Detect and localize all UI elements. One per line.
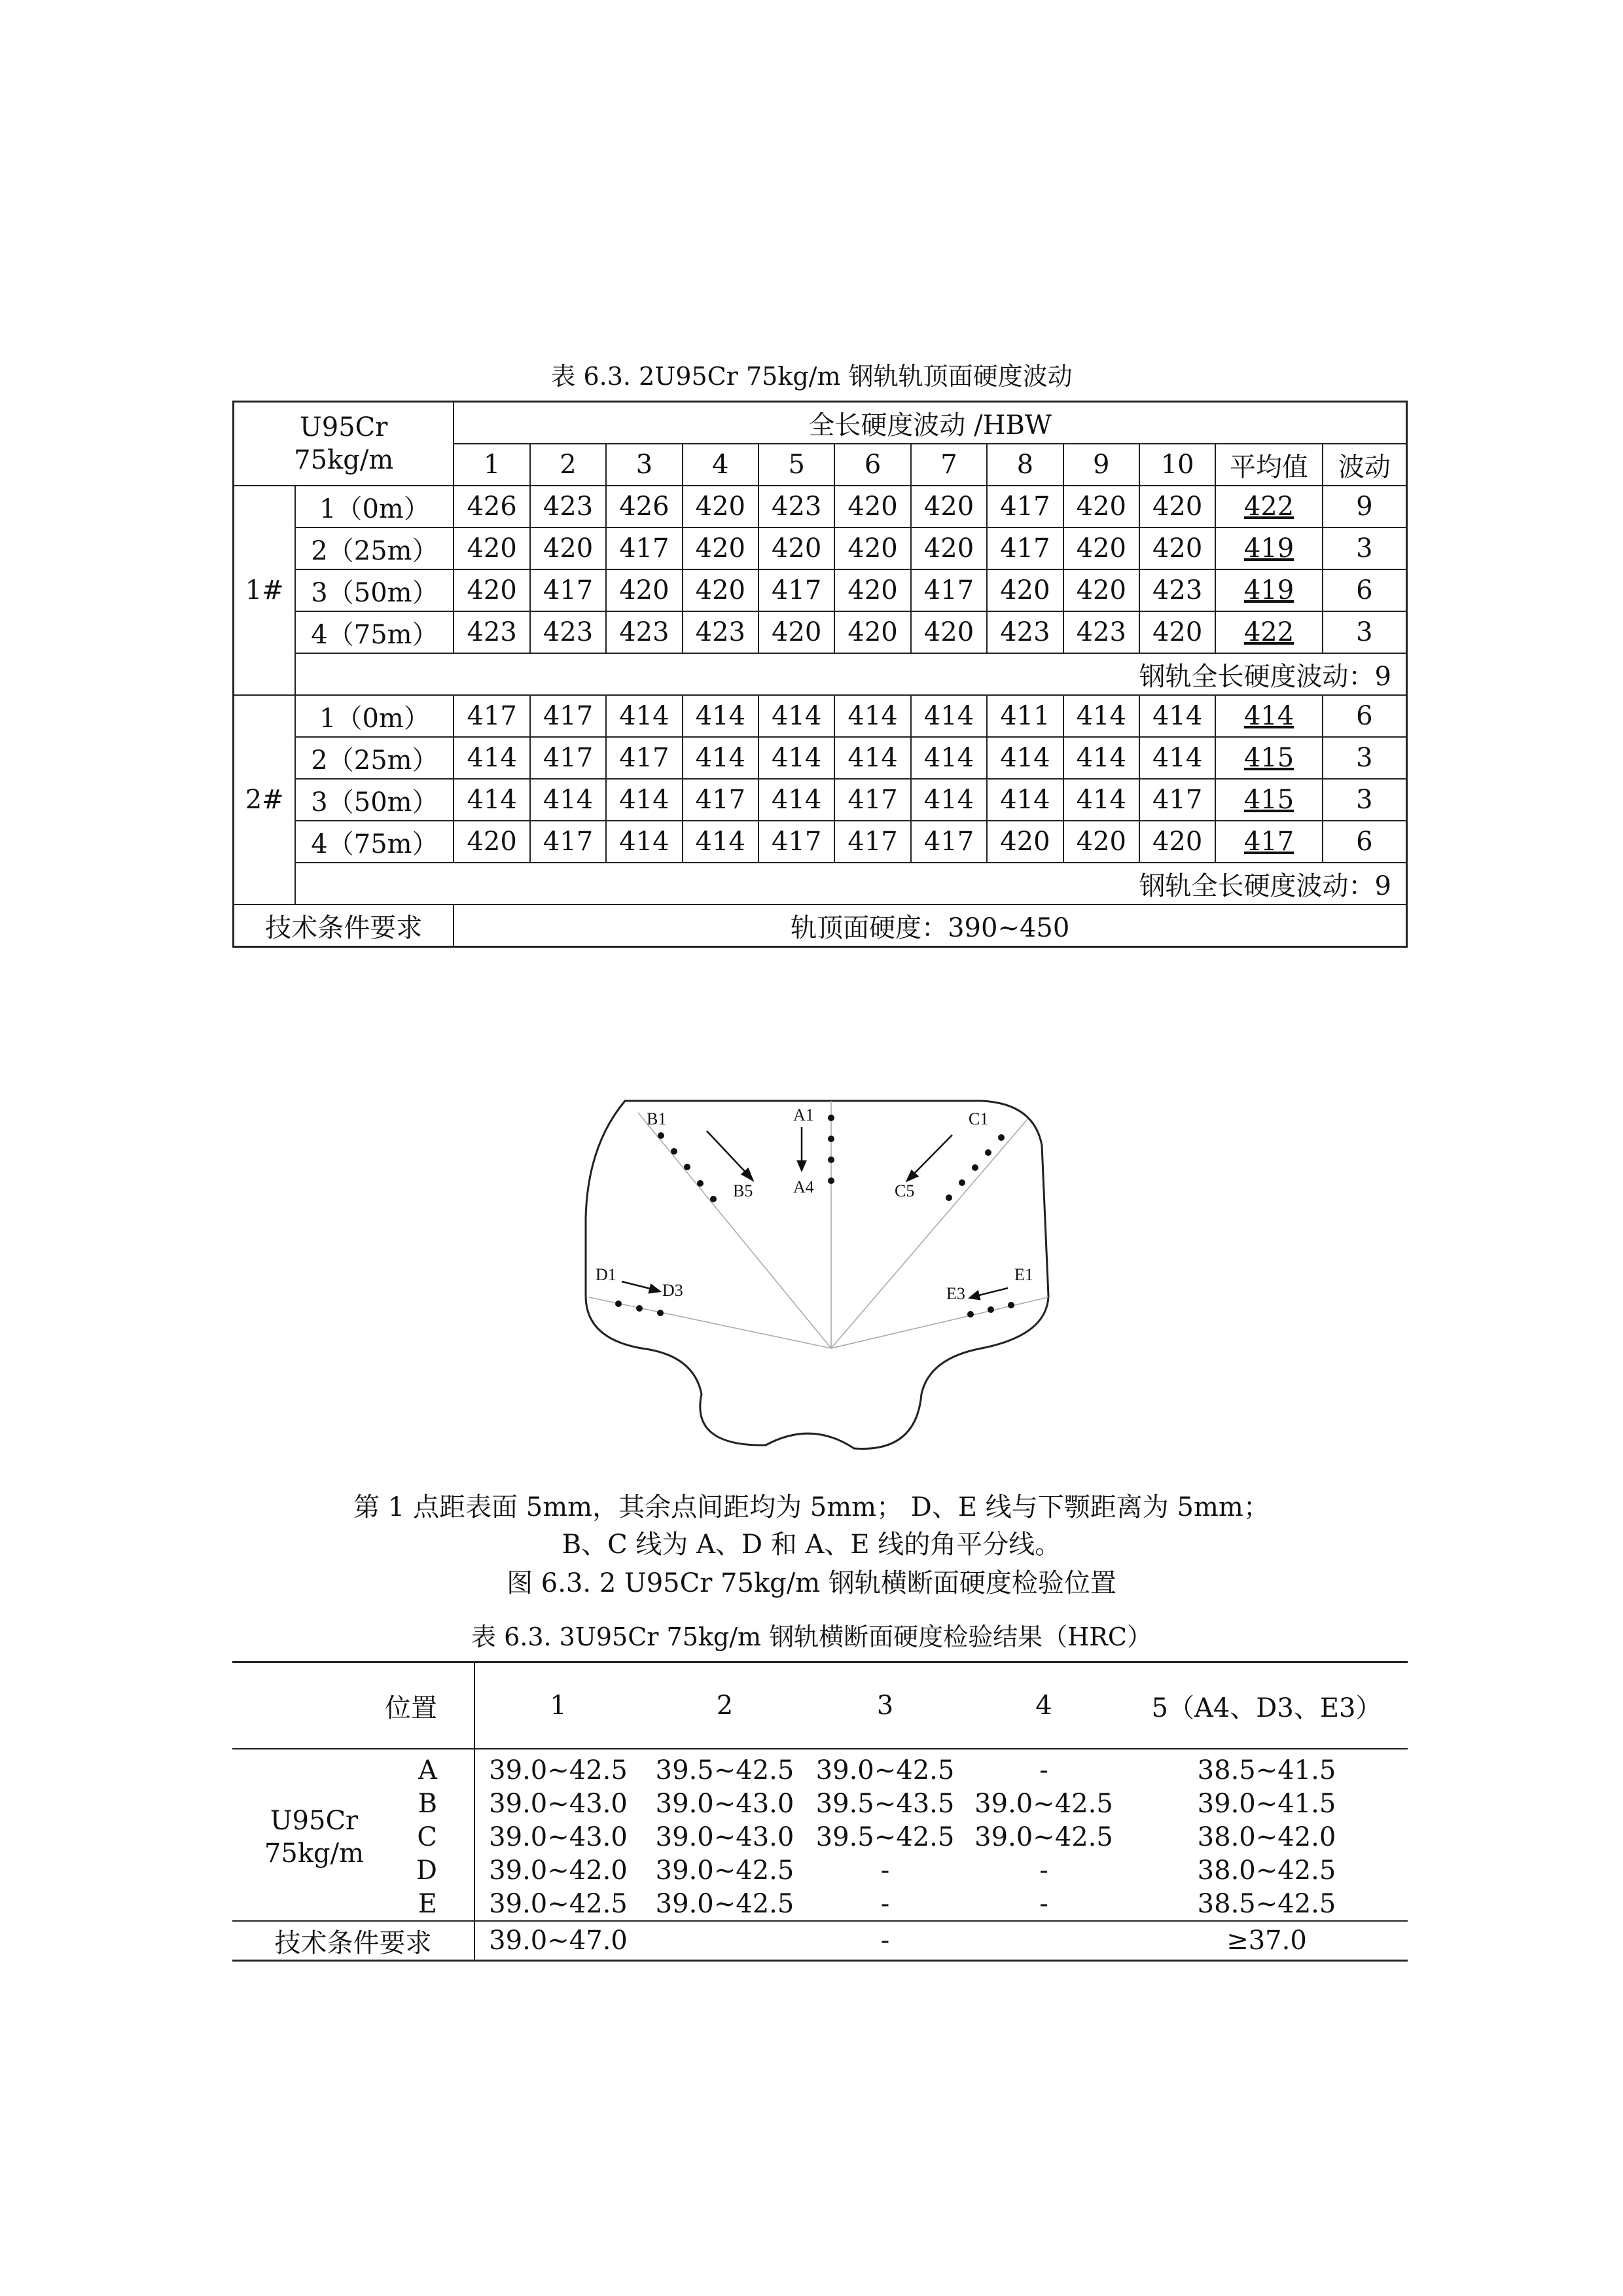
value-cell: 414 <box>987 737 1063 779</box>
col-header: 平均值 <box>1215 444 1322 486</box>
corner-line1: U95Cr <box>300 412 388 442</box>
table-row <box>234 779 1407 821</box>
value-cell: 417 <box>530 821 606 863</box>
value-cell: 39.0~43.0 <box>489 1788 628 1819</box>
figure-note-line2: B、C 线为 A、D 和 A、E 线的角平分线。 <box>562 1530 1061 1560</box>
value-cell: 414 <box>1063 737 1139 779</box>
value-cell: 417 <box>530 569 606 611</box>
fluctuation-cell: 9 <box>1323 486 1407 528</box>
fluctuation-cell: 3 <box>1323 779 1407 821</box>
value-cell: 420 <box>987 821 1063 863</box>
value-cell: 414 <box>758 695 834 737</box>
label-e3: E3 <box>946 1284 965 1303</box>
col-header: 2 <box>530 444 606 486</box>
col-header: 4 <box>683 444 758 486</box>
rail-type-line1: U95Cr <box>270 1805 359 1836</box>
value-cell: 423 <box>606 611 682 653</box>
value-cell: 39.0~42.5 <box>974 1821 1113 1852</box>
label-a4: A4 <box>793 1177 814 1196</box>
value-cell: 414 <box>987 779 1063 821</box>
average-value: 417 <box>1243 827 1294 857</box>
label-a1: A1 <box>793 1105 814 1124</box>
value-cell: 39.5~42.5 <box>815 1821 955 1852</box>
col-header: 4 <box>962 1662 1126 1749</box>
label-e1: E1 <box>1014 1265 1033 1284</box>
value-cell: 39.0~43.0 <box>489 1821 628 1852</box>
value-cell: 417 <box>683 779 758 821</box>
value-cell: 417 <box>911 821 987 863</box>
value-cell: 414 <box>911 737 987 779</box>
fluctuation-cell: 3 <box>1323 611 1407 653</box>
line-label: E <box>396 1887 474 1921</box>
value-cell: 414 <box>1063 695 1139 737</box>
value-cell: 39.0~42.5 <box>489 1888 628 1919</box>
value-cell: 414 <box>911 779 987 821</box>
value-cell: 423 <box>530 611 606 653</box>
col-header: 5（A4、D3、E3） <box>1126 1662 1408 1749</box>
label-d3: D3 <box>662 1281 683 1300</box>
table-row <box>232 1820 1408 1854</box>
line-label: D <box>396 1854 474 1887</box>
value-cell: 414 <box>758 779 834 821</box>
col-header: 2 <box>641 1662 808 1749</box>
value-cell: 420 <box>1063 821 1139 863</box>
table-row <box>234 569 1407 611</box>
col-header: 8 <box>987 444 1063 486</box>
average-value: 419 <box>1243 575 1294 605</box>
value-cell: 420 <box>911 486 987 528</box>
value-cell: 414 <box>1139 737 1215 779</box>
cross-section-hardness-table <box>232 1661 1408 1962</box>
average-cell <box>1215 486 1322 528</box>
value-cell: - <box>1039 1855 1048 1886</box>
value-cell: 420 <box>1139 486 1215 528</box>
value-cell: 417 <box>987 486 1063 528</box>
fluctuation-cell: 6 <box>1323 695 1407 737</box>
value-cell: 423 <box>683 611 758 653</box>
value-cell: 39.0~42.5 <box>489 1755 628 1785</box>
position-cell: 4（75m） <box>295 611 454 653</box>
label-b1: B1 <box>647 1109 667 1128</box>
hardness-fluctuation-table <box>232 401 1408 948</box>
label-d1: D1 <box>596 1265 616 1284</box>
position-cell: 1（0m） <box>295 486 454 528</box>
table1-header-main: 全长硬度波动 /HBW <box>454 402 1406 444</box>
label-c1: C1 <box>969 1109 989 1128</box>
table2-req-label: 技术条件要求 <box>232 1921 474 1961</box>
value-cell: 39.0~42.5 <box>655 1888 794 1919</box>
col-header: 波动 <box>1323 444 1407 486</box>
value-cell: 38.0~42.0 <box>1197 1821 1336 1852</box>
average-value: 415 <box>1243 785 1294 815</box>
table-row <box>234 737 1407 779</box>
table-row <box>234 695 1407 737</box>
value-cell: 39.0~42.5 <box>974 1788 1113 1819</box>
total-fluctuation: 钢轨全长硬度波动：9 <box>295 653 1406 695</box>
position-cell: 4（75m） <box>295 821 454 863</box>
value-cell: - <box>880 1855 890 1886</box>
average-value: 419 <box>1243 533 1294 564</box>
value-cell: 411 <box>987 695 1063 737</box>
value-cell: 417 <box>834 779 910 821</box>
value-cell: 420 <box>987 569 1063 611</box>
table-row <box>234 611 1407 653</box>
rail-group-label: 2# <box>234 695 296 905</box>
position-cell: 1（0m） <box>295 695 454 737</box>
value-cell: 417 <box>758 821 834 863</box>
value-cell: 423 <box>454 611 529 653</box>
value-cell: 420 <box>1139 528 1215 569</box>
value-cell: - <box>1039 1755 1048 1785</box>
col-header: 10 <box>1139 444 1215 486</box>
value-cell: 420 <box>911 611 987 653</box>
rail-type-label <box>232 1749 396 1921</box>
value-cell: 414 <box>1063 779 1139 821</box>
value-cell: 420 <box>911 528 987 569</box>
col-header: 3 <box>808 1662 962 1749</box>
value-cell: 420 <box>758 611 834 653</box>
value-cell: 417 <box>530 737 606 779</box>
value-cell: 423 <box>530 486 606 528</box>
value-cell: 420 <box>1063 569 1139 611</box>
value-cell: 38.5~42.5 <box>1197 1888 1336 1919</box>
value-cell: 39.0~43.0 <box>655 1788 794 1819</box>
rail-type-line2: 75kg/m <box>264 1838 365 1869</box>
fluctuation-cell: 3 <box>1323 528 1407 569</box>
value-cell: 417 <box>987 528 1063 569</box>
table-row <box>232 1749 1408 1787</box>
table2-req-cell: - <box>808 1921 962 1961</box>
figure-note-line1: 第 1 点距表面 5mm，其余点间距均为 5mm； D、E 线与下颚距离为 5mm； <box>353 1492 1270 1522</box>
table-row <box>232 1887 1408 1921</box>
average-cell <box>1215 821 1322 863</box>
average-cell <box>1215 611 1322 653</box>
value-cell: 414 <box>758 737 834 779</box>
fluctuation-cell: 3 <box>1323 737 1407 779</box>
value-cell: 39.5~43.5 <box>815 1788 955 1819</box>
value-cell: 420 <box>454 528 529 569</box>
figure-caption: 图 6.3. 2 U95Cr 75kg/m 钢轨横断面硬度检验位置 <box>507 1568 1116 1598</box>
label-c5: C5 <box>895 1181 915 1200</box>
value-cell: 420 <box>834 528 910 569</box>
position-cell: 2（25m） <box>295 528 454 569</box>
col-header: 1 <box>474 1662 641 1749</box>
value-cell: 420 <box>1063 486 1139 528</box>
value-cell: 414 <box>454 737 529 779</box>
average-cell <box>1215 528 1322 569</box>
value-cell: 39.0~42.5 <box>815 1755 955 1785</box>
col-header: 6 <box>834 444 910 486</box>
table2-req-cell: ≥37.0 <box>1126 1921 1408 1961</box>
table-row <box>234 528 1407 569</box>
average-cell <box>1215 569 1322 611</box>
position-cell: 2（25m） <box>295 737 454 779</box>
col-header: 5 <box>758 444 834 486</box>
value-cell: 414 <box>530 779 606 821</box>
value-cell: 420 <box>1063 528 1139 569</box>
col-header: 9 <box>1063 444 1139 486</box>
value-cell: 38.0~42.5 <box>1197 1855 1336 1886</box>
value-cell: - <box>880 1888 890 1919</box>
value-cell: 417 <box>606 528 682 569</box>
position-cell: 3（50m） <box>295 779 454 821</box>
average-cell <box>1215 737 1322 779</box>
value-cell: 420 <box>683 569 758 611</box>
value-cell: 426 <box>606 486 682 528</box>
value-cell: 420 <box>834 486 910 528</box>
value-cell: 420 <box>758 528 834 569</box>
table2-pos-label: 位置 <box>232 1662 474 1749</box>
line-label: B <box>396 1787 474 1820</box>
arrows <box>622 1127 1008 1299</box>
value-cell: 417 <box>454 695 529 737</box>
value-cell: 420 <box>530 528 606 569</box>
value-cell: - <box>1039 1888 1048 1919</box>
total-row <box>234 653 1407 695</box>
value-cell: 39.0~42.0 <box>489 1855 628 1886</box>
value-cell: 417 <box>834 821 910 863</box>
value-cell: 417 <box>530 695 606 737</box>
average-cell <box>1215 695 1322 737</box>
value-cell: 414 <box>911 695 987 737</box>
table2-req-cell: 39.0~47.0 <box>474 1921 641 1961</box>
corner-line2: 75kg/m <box>294 445 394 475</box>
value-cell: 414 <box>1139 695 1215 737</box>
fluctuation-cell: 6 <box>1323 821 1407 863</box>
fluctuation-cell: 6 <box>1323 569 1407 611</box>
table1-caption: 表 6.3. 2U95Cr 75kg/m 钢轨轨顶面硬度波动 <box>550 362 1073 391</box>
value-cell: 420 <box>1139 821 1215 863</box>
value-cell: 417 <box>758 569 834 611</box>
value-cell: 39.0~41.5 <box>1197 1788 1336 1819</box>
line-label: C <box>396 1820 474 1854</box>
table-row <box>232 1854 1408 1887</box>
total-fluctuation: 钢轨全长硬度波动：9 <box>295 863 1406 905</box>
average-cell <box>1215 779 1322 821</box>
value-cell: 423 <box>987 611 1063 653</box>
value-cell: 420 <box>454 821 529 863</box>
value-cell: 414 <box>606 695 682 737</box>
value-cell: 417 <box>911 569 987 611</box>
value-cell: 420 <box>683 528 758 569</box>
value-cell: 414 <box>683 737 758 779</box>
value-cell: 414 <box>683 695 758 737</box>
value-cell: 420 <box>454 569 529 611</box>
value-cell: 39.0~43.0 <box>655 1821 794 1852</box>
value-cell: 417 <box>606 737 682 779</box>
table2-caption: 表 6.3. 3U95Cr 75kg/m 钢轨横断面硬度检验结果（HRC） <box>471 1623 1152 1651</box>
rail-cross-section-diagram <box>576 1086 1073 1460</box>
rail-group-label: 1# <box>234 486 296 695</box>
value-cell: 423 <box>758 486 834 528</box>
value-cell: 423 <box>1063 611 1139 653</box>
average-value: 422 <box>1243 492 1294 522</box>
value-cell: 414 <box>683 821 758 863</box>
position-cell: 3（50m） <box>295 569 454 611</box>
value-cell: 423 <box>1139 569 1215 611</box>
table1-corner <box>234 402 454 486</box>
col-header: 7 <box>911 444 987 486</box>
value-cell: 414 <box>606 779 682 821</box>
value-cell: 38.5~41.5 <box>1197 1755 1336 1785</box>
value-cell: 420 <box>834 611 910 653</box>
table1-req-value: 轨顶面硬度：390~450 <box>454 905 1406 947</box>
rail-head-outline <box>586 1101 1048 1449</box>
line-label: A <box>396 1749 474 1787</box>
average-value: 414 <box>1243 701 1294 731</box>
value-cell: 417 <box>1139 779 1215 821</box>
col-header: 1 <box>454 444 529 486</box>
value-cell: 39.5~42.5 <box>655 1755 794 1785</box>
value-cell: 414 <box>834 737 910 779</box>
value-cell: 420 <box>834 569 910 611</box>
value-cell: 420 <box>1139 611 1215 653</box>
value-cell: 420 <box>606 569 682 611</box>
table-row <box>234 486 1407 528</box>
table-row <box>234 821 1407 863</box>
value-cell: 39.0~42.5 <box>655 1855 794 1886</box>
average-value: 415 <box>1243 743 1294 773</box>
total-row <box>234 863 1407 905</box>
table-row <box>232 1787 1408 1820</box>
label-b5: B5 <box>733 1181 753 1200</box>
average-value: 422 <box>1243 617 1294 647</box>
value-cell: 420 <box>683 486 758 528</box>
table1-req-label: 技术条件要求 <box>234 905 454 947</box>
col-header: 3 <box>606 444 682 486</box>
value-cell: 426 <box>454 486 529 528</box>
value-cell: 414 <box>834 695 910 737</box>
value-cell: 414 <box>454 779 529 821</box>
value-cell: 414 <box>606 821 682 863</box>
